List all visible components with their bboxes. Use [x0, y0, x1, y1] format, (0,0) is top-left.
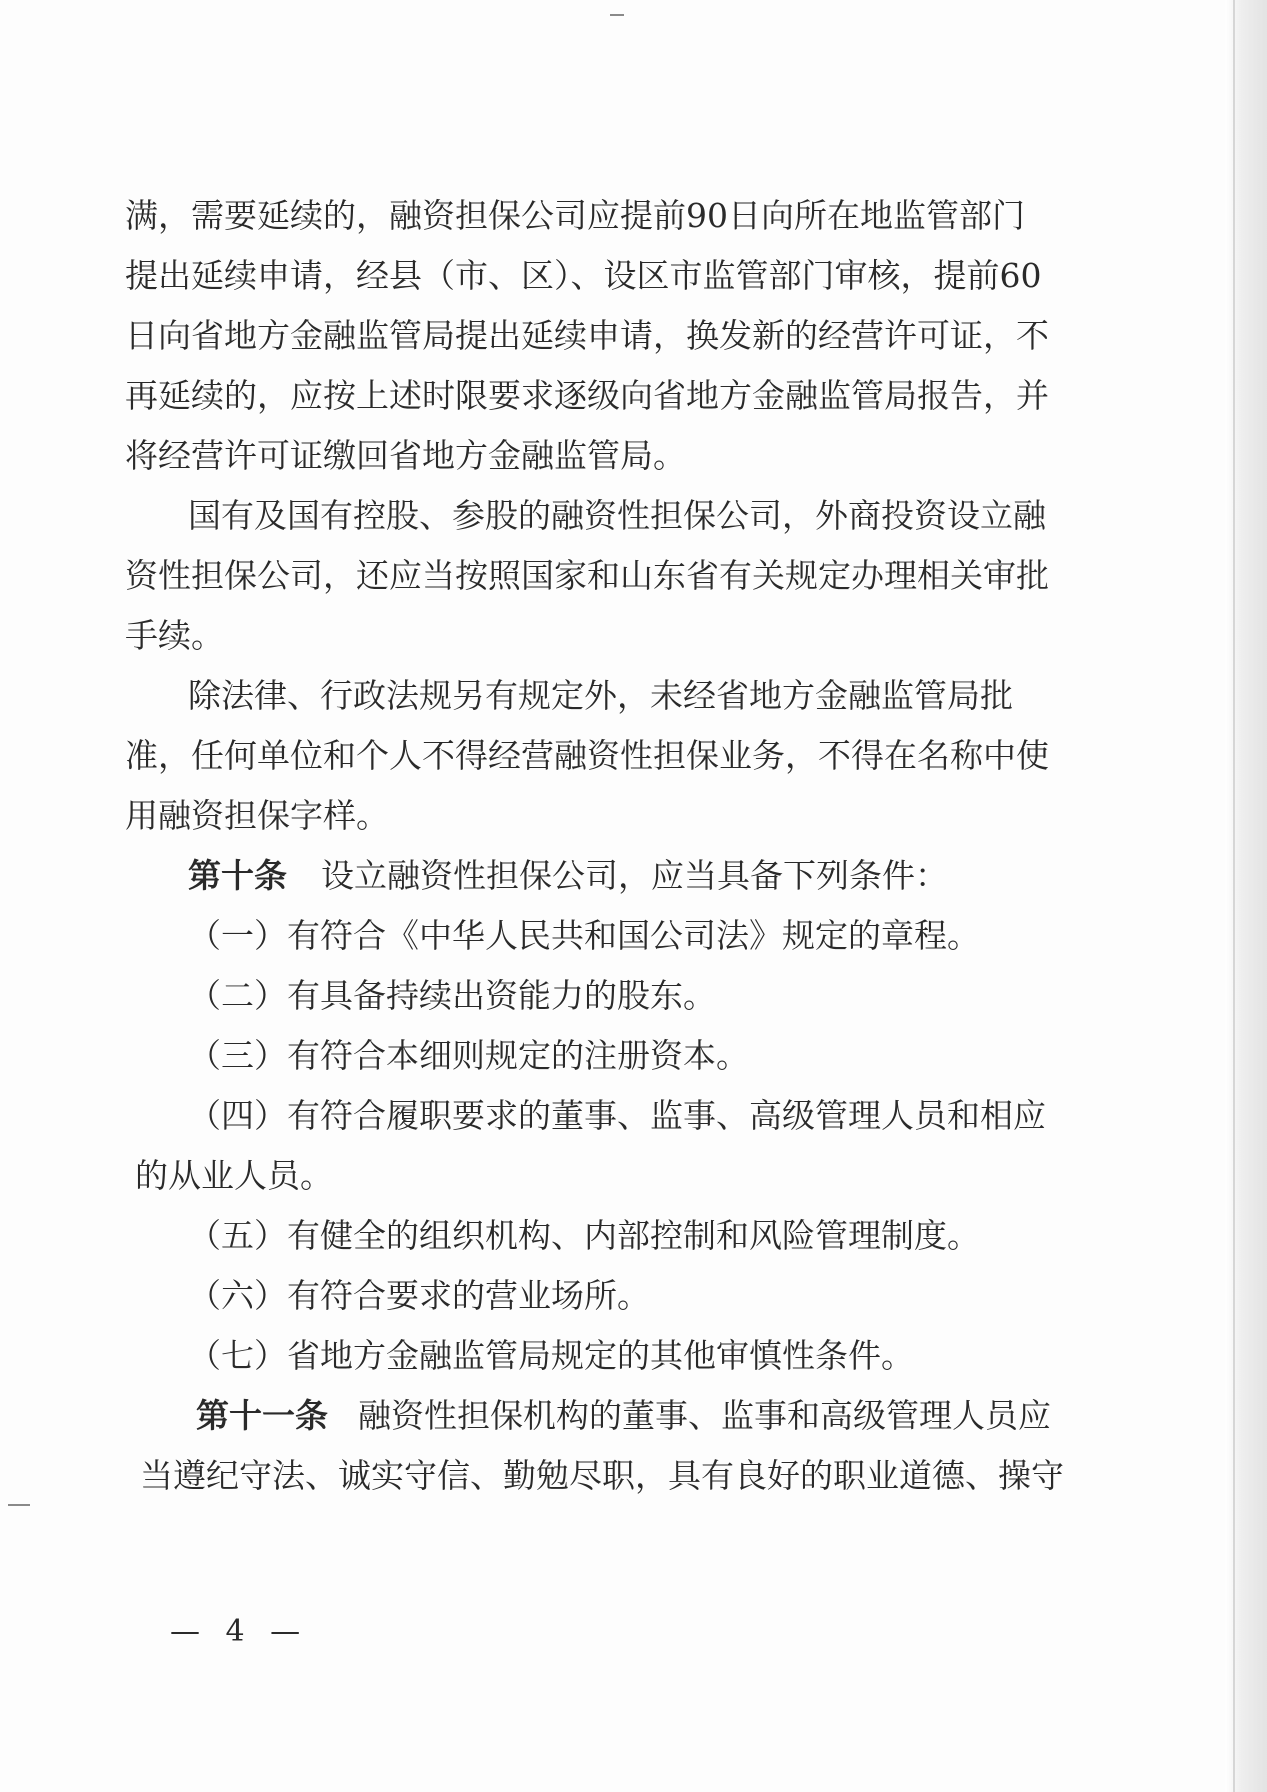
article-10-heading: 第十条 — [188, 856, 287, 895]
scan-speck — [8, 1504, 30, 1506]
scan-speck — [610, 14, 624, 16]
body-line-3: 日向省地方金融监管局提出延续申请，换发新的经营许可证，不 — [125, 316, 1049, 355]
condition-1: （一）有符合《中华人民共和国公司法》规定的章程。 — [188, 916, 980, 955]
body-line-2: 提出延续申请，经县（市、区）、设区市监管部门审核，提前60 — [125, 256, 1042, 295]
article-11-continued: 当遵纪守法、诚实守信、勤勉尽职，具有良好的职业道德、操守 — [140, 1456, 1064, 1495]
condition-4: （四）有符合履职要求的董事、监事、高级管理人员和相应 — [188, 1096, 1046, 1135]
body-line-11: 用融资担保字样。 — [125, 796, 389, 835]
body-line-10: 准，任何单位和个人不得经营融资性担保业务，不得在名称中使 — [125, 736, 1049, 775]
body-line-4: 再延续的，应按上述时限要求逐级向省地方金融监管局报告，并 — [125, 376, 1049, 415]
page-edge-line — [1233, 0, 1235, 1792]
condition-7: （七）省地方金融监管局规定的其他审慎性条件。 — [188, 1336, 914, 1375]
body-line-6: 国有及国有控股、参股的融资性担保公司，外商投资设立融 — [188, 496, 1046, 535]
condition-5: （五）有健全的组织机构、内部控制和风险管理制度。 — [188, 1216, 980, 1255]
condition-6: （六）有符合要求的营业场所。 — [188, 1276, 650, 1315]
body-line-8: 手续。 — [125, 616, 224, 655]
article-11 — [196, 1396, 1051, 1436]
body-line-1: 满，需要延续的，融资担保公司应提前90日向所在地监管部门 — [125, 196, 1025, 235]
condition-2: （二）有具备持续出资能力的股东。 — [188, 976, 716, 1015]
condition-3: （三）有符合本细则规定的注册资本。 — [188, 1036, 749, 1075]
condition-4-continued: 的从业人员。 — [135, 1156, 333, 1195]
article-10-text: 设立融资性担保公司，应当具备下列条件： — [321, 856, 948, 895]
page-edge-shadow — [1225, 0, 1267, 1792]
body-line-9: 除法律、行政法规另有规定外，未经省地方金融监管局批 — [188, 676, 1013, 715]
article-11-heading: 第十一条 — [196, 1396, 328, 1435]
page-number: — 4 — — [170, 1614, 309, 1649]
article-11-text: 融资性担保机构的董事、监事和高级管理人员应 — [358, 1396, 1051, 1435]
article-10 — [188, 856, 948, 896]
body-line-5: 将经营许可证缴回省地方金融监管局。 — [125, 436, 686, 475]
body-line-7: 资性担保公司，还应当按照国家和山东省有关规定办理相关审批 — [125, 556, 1049, 595]
